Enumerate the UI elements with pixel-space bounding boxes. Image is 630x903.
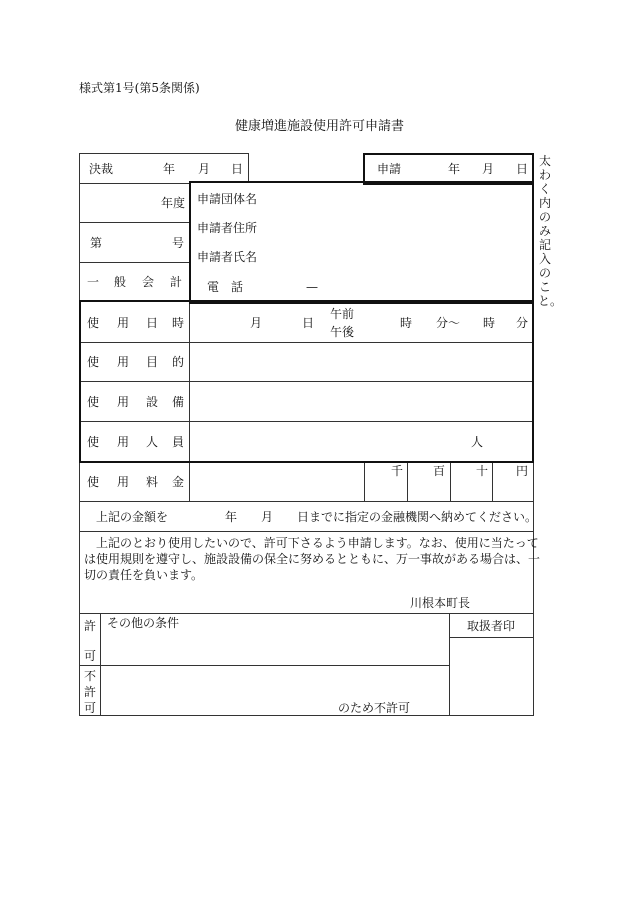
usage-month: 月 <box>250 316 263 330</box>
side-note: 太わく内のみ記入のこと。 <box>538 154 563 308</box>
application-date-year: 年 <box>448 162 461 176</box>
usage-am: 午前 <box>330 307 355 321</box>
permit-conditions-label: その他の条件 <box>107 616 180 630</box>
applicant-group-label: 申請団体名 <box>197 192 258 206</box>
application-date-label: 申請 <box>377 162 402 176</box>
recipient: 川根本町長 <box>410 596 471 610</box>
personnel-unit: 人 <box>471 435 484 449</box>
payment-month: 月 <box>261 510 274 524</box>
decision-month: 月 <box>198 162 211 176</box>
decision-label: 決裁 <box>89 162 114 176</box>
fee-unit-ten: 十 <box>476 464 489 478</box>
handler-seal-label: 取扱者印 <box>467 619 516 633</box>
number-label: 第 <box>90 236 103 250</box>
fee-unit-hundred: 百 <box>433 464 446 478</box>
usage-hour-to: 時 <box>483 316 496 330</box>
usage-pm: 午後 <box>330 325 355 339</box>
payment-suffix: 日までに指定の金融機関へ納めてください。 <box>297 510 538 524</box>
usage-minute-from: 分〜 <box>436 316 461 330</box>
usage-day: 日 <box>302 316 315 330</box>
usage-minute-to: 分 <box>516 316 529 330</box>
application-date-day: 日 <box>516 162 529 176</box>
number-suffix: 号 <box>172 236 185 250</box>
fee-unit-yen: 円 <box>516 464 529 478</box>
payment-year: 年 <box>225 510 238 524</box>
fee-unit-thousand: 千 <box>391 464 404 478</box>
phone-label: 電 話 <box>207 280 244 294</box>
form-number: 様式第1号(第5条関係) <box>79 81 200 95</box>
phone-dash: — <box>306 280 318 294</box>
decision-day: 日 <box>231 162 244 176</box>
usage-hour-from: 時 <box>400 316 413 330</box>
page-title: 健康増進施設使用許可申請書 <box>235 119 405 134</box>
denial-reason-suffix: のため不許可 <box>338 701 411 715</box>
payment-prefix: 上記の金額を <box>96 510 169 524</box>
applicant-name-label: 申請者氏名 <box>197 250 258 264</box>
decision-year: 年 <box>163 162 176 176</box>
fiscal-year-label: 年度 <box>161 196 186 210</box>
application-date-month: 月 <box>482 162 495 176</box>
applicant-address-label: 申請者住所 <box>197 221 258 235</box>
